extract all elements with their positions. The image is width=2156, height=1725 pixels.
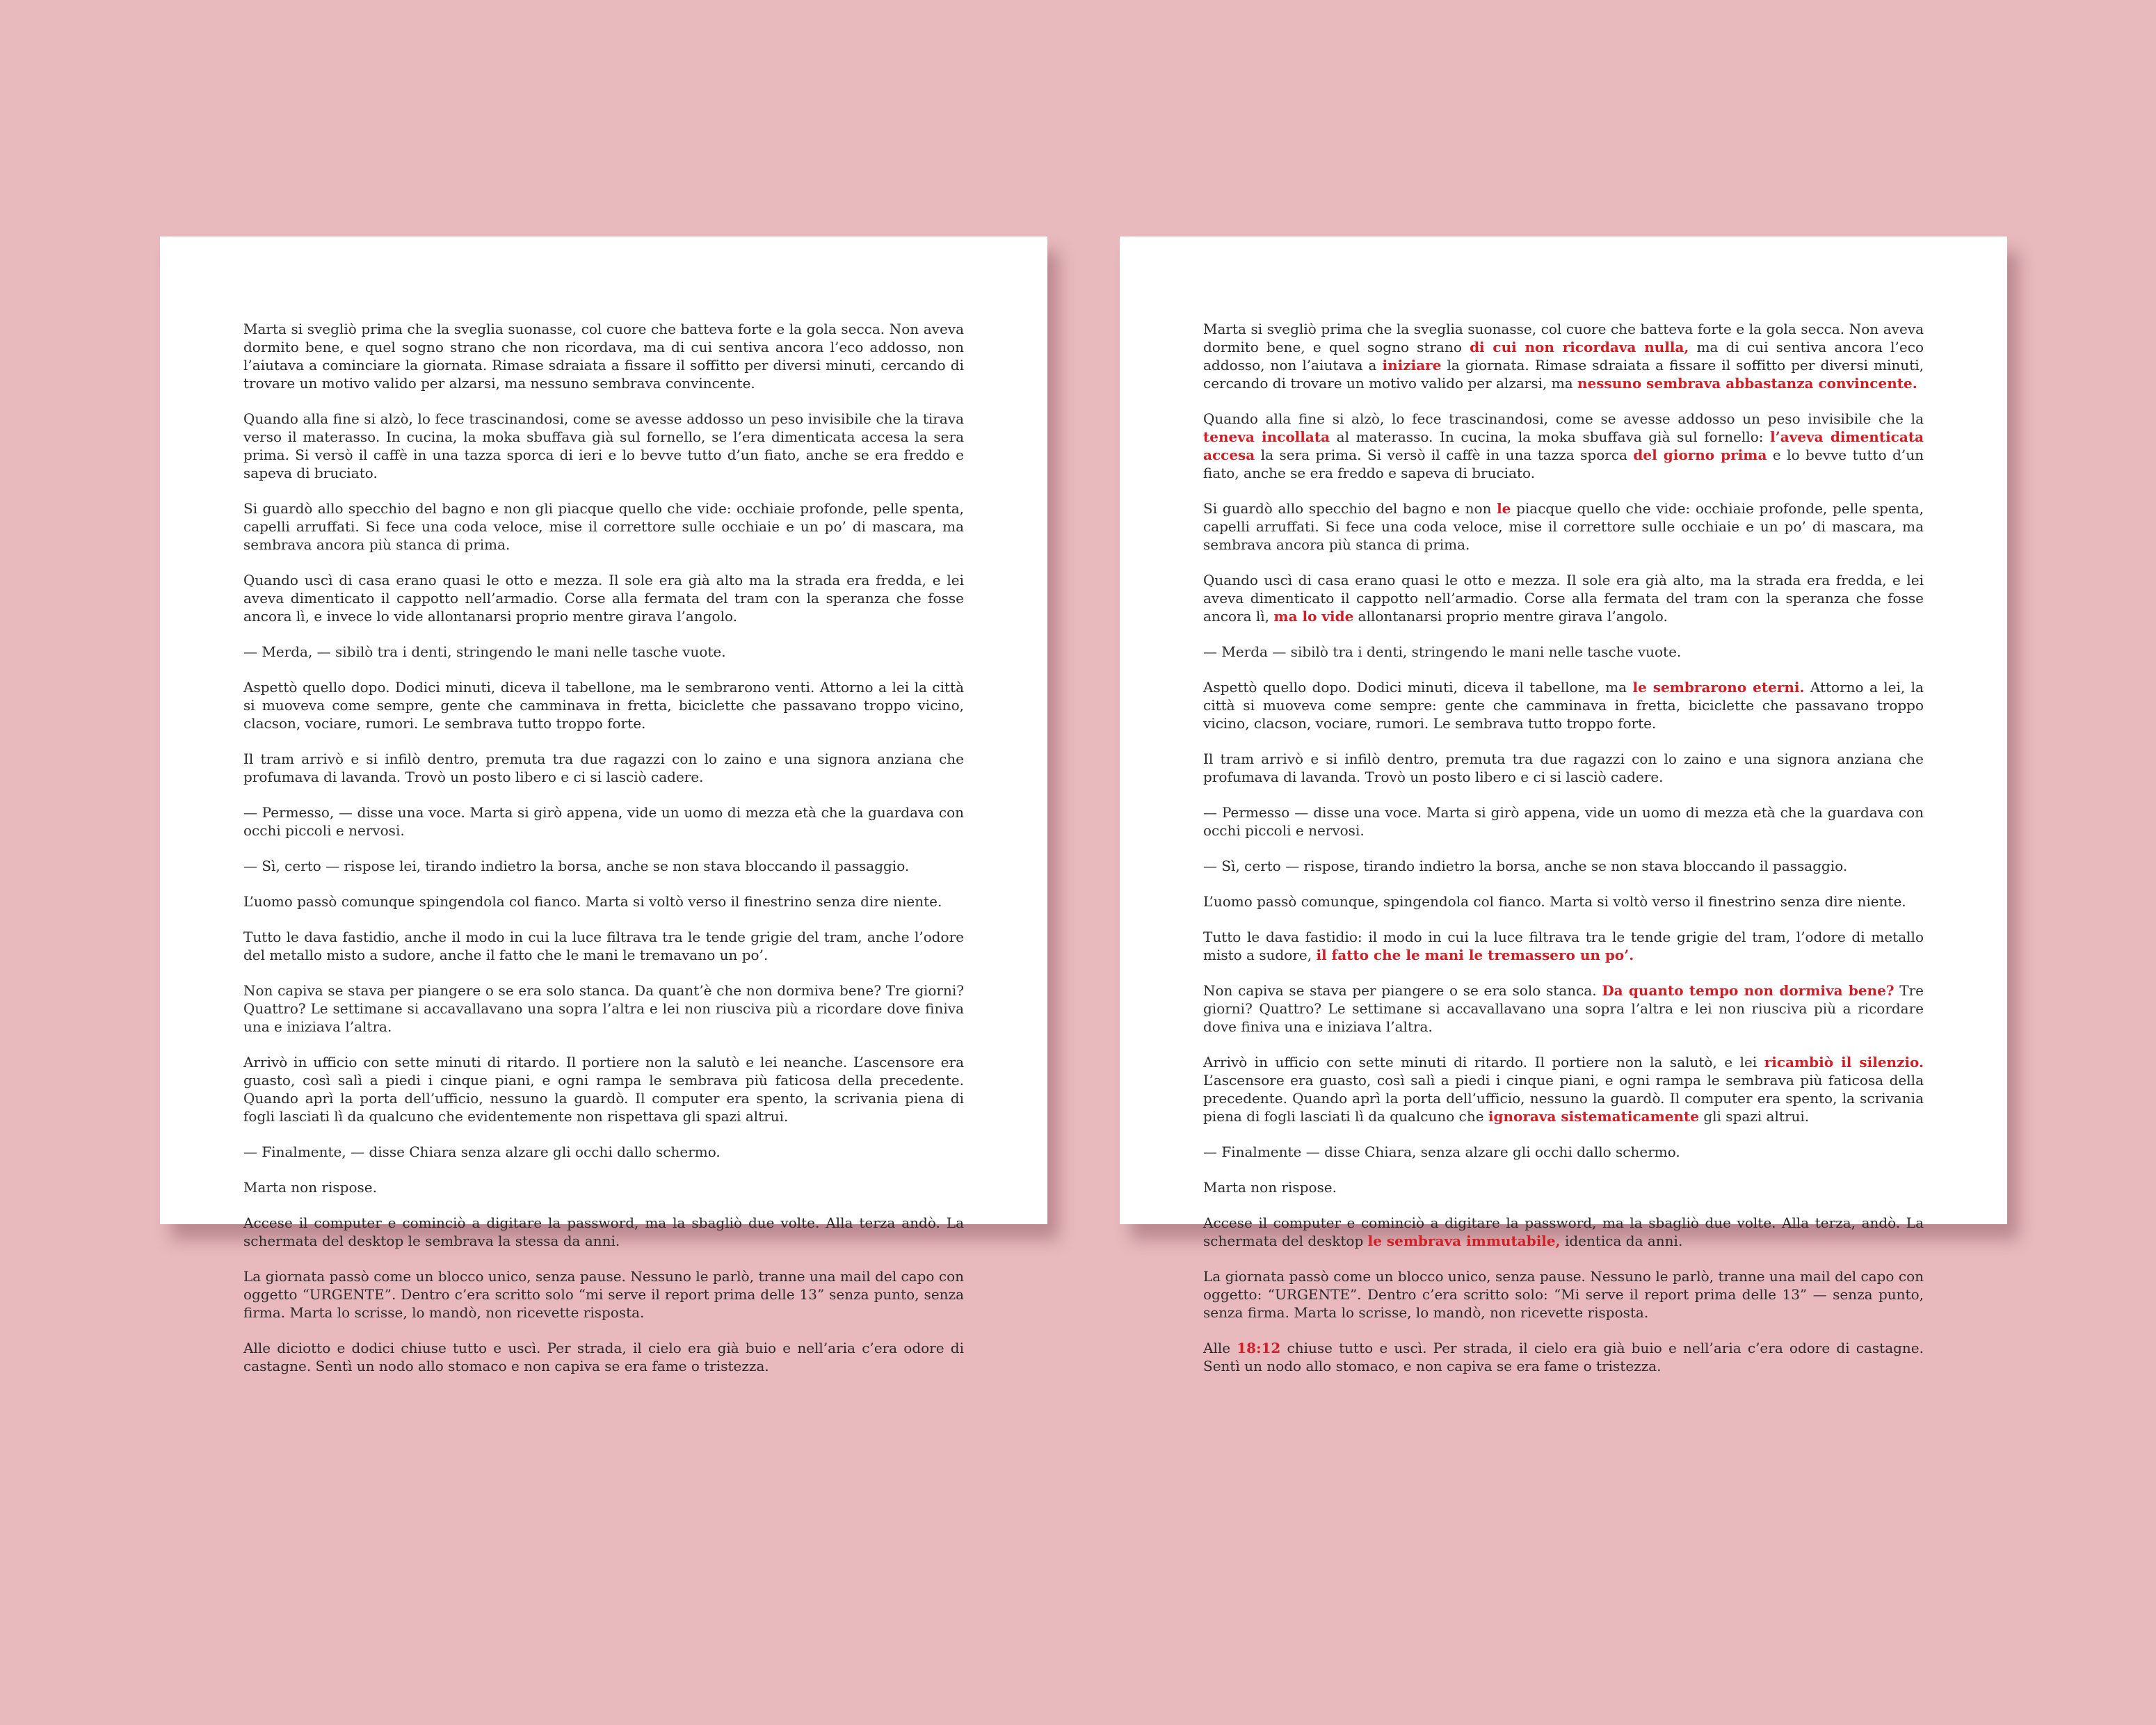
paragraph <box>243 320 964 392</box>
revised-text-page <box>1120 236 2007 1374</box>
text-segment: La giornata passò come un blocco unico, senza pause. Nessuno le parlò, tranne una mail del capo con oggetto: “URGENTE”. Dentro c’era scritto solo: “Mi serve il report prima delle 13” — senza punto, senza firma. Marta lo scrisse, lo mandò, non ricevette risposta. <box>1203 1268 1924 1321</box>
text-segment: Non capiva se stava per piangere o se era solo stanca. Da quant’è che non dormiva bene? Tre giorni? Quattro? Le settimane si accavallavano una sopra l’altra e lei non riusciva più a ricordare dove finiva una e iniziava l’altra. <box>243 982 964 1035</box>
text-segment: Aspettò quello dopo. Dodici minuti, diceva il tabellone, ma <box>1203 679 1633 696</box>
text-segment: Attorno a lei, la città si muoveva come sempre: gente che camminava in fretta, biciclette che passavano troppo vicino, clacson, vociare, rumori. Le sembrava tutto troppo forte. <box>1203 679 1924 732</box>
paragraph <box>1203 803 1924 840</box>
text-segment: Aspettò quello dopo. Dodici minuti, diceva il tabellone, ma le sembrarono venti. Attorno a lei la città si muoveva come sempre, gente che camminava in fretta, biciclette che passavano troppo vicino, clacson, vociare, rumori. Le sembrava tutto troppo forte. <box>243 679 964 732</box>
paragraph <box>1203 750 1924 786</box>
text-segment: L’ascensore era guasto, così salì a piedi i cinque piani, e ogni rampa le sembrava più faticosa della precedente. Quando aprì la porta dell’ufficio, nessuno la guardò. Il computer era spento, la scrivania piena di fogli lasciati lì da qualcuno che <box>1203 1072 1924 1125</box>
edited-phrase: 18:12 <box>1237 1340 1281 1356</box>
text-segment: Non capiva se stava per piangere o se era solo stanca. <box>1203 982 1602 999</box>
text-segment: Il tram arrivò e si infilò dentro, premuta tra due ragazzi con lo zaino e una signora anziana che profumava di lavanda. Trovò un posto libero e ci si lasciò cadere. <box>243 751 964 785</box>
text-segment: — Sì, certo — rispose, tirando indietro la borsa, anche se non stava bloccando il passaggio. <box>1203 858 1848 874</box>
text-segment: Accese il computer e cominciò a digitare la password, ma la sbagliò due volte. Alla terza andò. La schermata del desktop le sembrava la stessa da anni. <box>243 1214 964 1249</box>
text-segment: Quando uscì di casa erano quasi le otto e mezza. Il sole era già alto ma la strada era fredda, e lei aveva dimenticato il cappotto nell’armadio. Corse alla fermata del tram con la speranza che fosse ancora lì, e invece lo vide allontanarsi proprio mentre girava l’angolo. <box>243 572 964 625</box>
text-segment: allontanarsi proprio mentre girava l’angolo. <box>1353 608 1668 625</box>
text-segment: Marta si svegliò prima che la sveglia suonasse, col cuore che batteva forte e la gola secca. Non aveva dormito bene, e quel sogno strano che non ricordava, ma di cui sentiva ancora l’eco addosso, non l’aiutava a cominciare la giornata. Rimase sdraiata a fissare il soffitto per diversi minuti, cercando di trovare un motivo valido per alzarsi, ma nessuno sembrava convincente. <box>243 321 964 392</box>
text-segment: Quando alla fine si alzò, lo fece trascinandosi, come se avesse addosso un peso invisibile che la tirava verso il materasso. In cucina, la moka sbuffava già sul fornello, se l’era dimenticata accesa la sera prima. Si versò il caffè in una tazza sporca di ieri e lo bevve tutto d’un fiato, anche se era freddo e sapeva di bruciato. <box>243 410 964 481</box>
text-segment: Marta non rispose. <box>1203 1179 1337 1196</box>
text-segment: — Finalmente, — disse Chiara senza alzare gli occhi dallo schermo. <box>243 1144 721 1160</box>
paragraph <box>243 857 964 875</box>
paragraph <box>243 643 964 661</box>
paragraph <box>1203 1339 1924 1375</box>
text-segment: Alle <box>1203 1340 1237 1356</box>
paragraph <box>243 410 964 482</box>
paragraph <box>243 750 964 786</box>
paragraph <box>243 981 964 1036</box>
text-segment: ma di cui sentiva ancora l’eco addosso, non l’aiutava a <box>1203 339 1924 374</box>
paragraph <box>243 499 964 554</box>
edited-phrase: il fatto che le mani le tremassero un po’. <box>1316 947 1634 963</box>
text-segment: La giornata passò come un blocco unico, senza pause. Nessuno le parlò, tranne una mail del capo con oggetto “URGENTE”. Dentro c’era scritto solo “mi serve il report prima delle 13” senza punto, senza firma. Marta lo scrisse, lo mandò, non ricevette risposta. <box>243 1268 964 1321</box>
paragraph <box>1203 410 1924 482</box>
paragraph <box>243 1214 964 1250</box>
edited-phrase: di cui non ricordava nulla, <box>1470 339 1689 355</box>
paragraph <box>1203 320 1924 392</box>
text-segment: Si guardò allo specchio del bagno e non gli piacque quello che vide: occhiaie profonde, pelle spenta, capelli arruffati. Si fece una coda veloce, mise il correttore sulle occhiaie e un po’ di mascara, ma sembrava ancora più stanca di prima. <box>243 500 964 553</box>
paragraph <box>1203 857 1924 875</box>
edited-phrase: ignorava sistematicamente <box>1488 1108 1699 1125</box>
paragraph <box>1203 1053 1924 1125</box>
text-segment: — Permesso, — disse una voce. Marta si girò appena, vide un uomo di mezza età che la guardava con occhi piccoli e nervosi. <box>243 804 964 839</box>
text-segment: la sera prima. Si versò il caffè in una tazza sporca <box>1255 447 1634 463</box>
paragraph <box>243 1267 964 1322</box>
paragraph <box>243 1143 964 1161</box>
edited-phrase: l’aveva dimenticata accesa <box>1203 428 1924 463</box>
text-segment: Si guardò allo specchio del bagno e non <box>1203 500 1497 517</box>
text-segment: chiuse tutto e uscì. Per strada, il cielo era già buio e nell’aria c’era odore di castagne. Sentì un nodo allo stomaco, e non capiva se era fame o tristezza. <box>1203 1340 1924 1374</box>
edited-phrase: teneva incollata <box>1203 428 1330 445</box>
text-segment: la giornata. Rimase sdraiata a fissare il soffitto per diversi minuti, cercando di trovare un motivo valido per alzarsi, ma <box>1203 357 1924 392</box>
edited-phrase: le <box>1497 500 1511 517</box>
text-segment: piacque quello che vide: occhiaie profonde, pelle spenta, capelli arruffati. Si fece una coda veloce, mise il correttore sulle occhiaie e un po’ di mascara, ma sembrava ancora più stanca di prima. <box>1203 500 1924 553</box>
original-text-page <box>160 236 1047 1374</box>
paragraph <box>243 571 964 625</box>
paragraph <box>1203 928 1924 964</box>
text-segment: L’uomo passò comunque, spingendola col fianco. Marta si voltò verso il finestrino senza dire niente. <box>1203 893 1906 910</box>
paragraph <box>243 1053 964 1125</box>
paragraph <box>1203 892 1924 910</box>
text-segment: identica da anni. <box>1560 1233 1683 1249</box>
paragraph <box>1203 1178 1924 1196</box>
paragraph <box>243 678 964 732</box>
edited-phrase: le sembrarono eterni. <box>1632 679 1805 696</box>
text-segment: Arrivò in ufficio con sette minuti di ritardo. Il portiere non la salutò e lei neanche. L’ascensore era guasto, così salì a piedi i cinque piani, e ogni rampa le sembrava più faticosa della precedente. Quando aprì la porta dell’ufficio, nessuno la guardò. Il computer era spento, la scrivania piena di fogli lasciati lì da qualcuno che evidentemente non rispettava gli spazi altrui. <box>243 1054 964 1125</box>
text-segment: — Merda — sibilò tra i denti, stringendo le mani nelle tasche vuote. <box>1203 643 1682 660</box>
paragraph <box>1203 678 1924 732</box>
text-segment: e lo bevve tutto d’un fiato, anche se era freddo e sapeva di bruciato. <box>1203 447 1924 481</box>
paragraph <box>243 928 964 964</box>
text-segment: — Merda, — sibilò tra i denti, stringendo le mani nelle tasche vuote. <box>243 643 726 660</box>
text-segment: Tre giorni? Quattro? Le settimane si accavallavano una sopra l’altra e lei non riusciva più a ricordare dove finiva una e iniziava l’altra. <box>1203 982 1924 1035</box>
paragraph <box>243 1178 964 1196</box>
paragraph <box>1203 571 1924 625</box>
text-segment: Alle diciotto e dodici chiuse tutto e uscì. Per strada, il cielo era già buio e nell’aria c’era odore di castagne. Sentì un nodo allo stomaco e non capiva se era fame o tristezza. <box>243 1340 964 1374</box>
text-segment: Accese il computer e cominciò a digitare la password, ma la sbagliò due volte. Alla terza, andò. La schermata del desktop <box>1203 1214 1924 1249</box>
paragraph <box>1203 981 1924 1036</box>
paragraph <box>243 1339 964 1375</box>
text-segment: — Permesso — disse una voce. Marta si girò appena, vide un uomo di mezza età che la guardava con occhi piccoli e nervosi. <box>1203 804 1924 839</box>
paragraph <box>1203 643 1924 661</box>
text-segment: al materasso. In cucina, la moka sbuffava già sul fornello: <box>1330 428 1771 445</box>
paragraph <box>243 803 964 840</box>
text-segment: Tutto le dava fastidio: il modo in cui la luce filtrava tra le tende grigie del tram, l’odore di metallo misto a sudore, <box>1203 929 1924 963</box>
paragraph <box>1203 1143 1924 1161</box>
text-segment: Quando alla fine si alzò, lo fece trascinandosi, come se avesse addosso un peso invisibile che la <box>1203 410 1924 427</box>
text-segment: L’uomo passò comunque spingendola col fianco. Marta si voltò verso il finestrino senza dire niente. <box>243 893 942 910</box>
text-segment: Marta si svegliò prima che la sveglia suonasse, col cuore che batteva forte e la gola secca. Non aveva dormito bene, e quel sogno strano <box>1203 321 1924 355</box>
edited-phrase: del giorno prima <box>1633 447 1767 463</box>
edited-phrase: iniziare <box>1382 357 1442 374</box>
text-segment: Marta non rispose. <box>243 1179 377 1196</box>
edited-phrase: ricambiò il silenzio. <box>1764 1054 1924 1070</box>
text-segment: gli spazi altrui. <box>1699 1108 1810 1125</box>
paragraph <box>1203 499 1924 554</box>
paragraph <box>1203 1267 1924 1322</box>
text-segment: — Finalmente — disse Chiara, senza alzare gli occhi dallo schermo. <box>1203 1144 1680 1160</box>
text-segment: Il tram arrivò e si infilò dentro, premuta tra due ragazzi con lo zaino e una signora anziana che profumava di lavanda. Trovò un posto libero e ci si lasciò cadere. <box>1203 751 1924 785</box>
text-segment: Tutto le dava fastidio, anche il modo in cui la luce filtrava tra le tende grigie del tram, anche l’odore del metallo misto a sudore, anche il fatto che le mani le tremavano un po’. <box>243 929 964 963</box>
edited-phrase: nessuno sembrava abbastanza convincente. <box>1577 375 1917 392</box>
edited-phrase: Da quanto tempo non dormiva bene? <box>1602 982 1894 999</box>
text-segment: Quando uscì di casa erano quasi le otto e mezza. Il sole era già alto, ma la strada era fredda, e lei aveva dimenticato il cappotto nell’armadio. Corse alla fermata del tram con la speranza che fosse ancora lì, <box>1203 572 1924 625</box>
text-segment: — Sì, certo — rispose lei, tirando indietro la borsa, anche se non stava bloccando il passaggio. <box>243 858 910 874</box>
paragraph <box>243 892 964 910</box>
paragraph <box>1203 1214 1924 1250</box>
edited-phrase: le sembrava immutabile, <box>1367 1233 1561 1249</box>
text-segment: Arrivò in ufficio con sette minuti di ritardo. Il portiere non la salutò, e lei <box>1203 1054 1764 1070</box>
edited-phrase: ma lo vide <box>1273 608 1354 625</box>
